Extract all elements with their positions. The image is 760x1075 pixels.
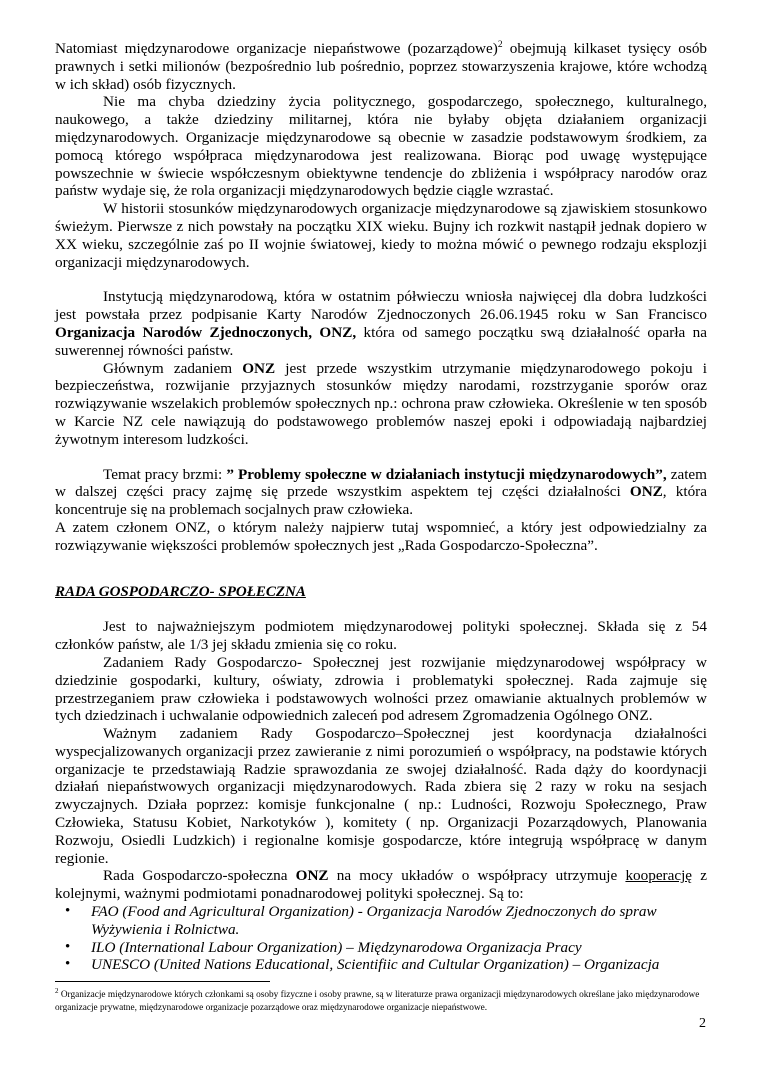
- bold-text: Organizacja Narodów Zjednoczonych, ONZ,: [55, 323, 357, 341]
- text-span: Rada Gospodarczo-społeczna: [103, 867, 296, 885]
- text-span: , która koncentruje się na problemach socjalnych praw człowieka.: [55, 483, 707, 519]
- page-number: 2: [699, 1016, 706, 1031]
- paragraph-council-tasks: Zadaniem Rady Gospodarczo- Społecznej jest rozwijanie międzynarodowej współpracy w dziedzinie gospodarki, kultury, oświaty, zdrowia i problematyki społecznej. Rada zajmuje się przestrzeganiem praw człowieka i podstawowych wolności przez omawianie aktualnych problemów w tych dziedzinach i uchwalanie odpowiednich zaleceń pod adresem Zgromadzenia Ogólnego ONZ.: [55, 653, 707, 725]
- paragraph-council-intro: A zatem członem ONZ, o którym należy najpierw tutaj wspomnieć, a który jest odpowiedzialny za rozwiązywanie większości problemów społecznych jest „Rada Gospodarczo-Społeczna”.: [55, 518, 707, 554]
- footnote-reference: 2: [497, 40, 503, 50]
- text-span: obejmują kilkaset tysięcy osób prawnych i setki milionów (bezpośrednio lub pośrednio, poprzez stowarzyszenia krajowe, które wchodzą w ich skład) osób fizycznych.: [55, 40, 708, 93]
- bold-text: ONZ: [629, 483, 663, 501]
- paragraph-history: W historii stosunków międzynarodowych organizacje międzynarodowe są zjawiskiem stosunkowo świeżym. Pierwsze z nich powstały na początku XIX wieku. Bujny ich rozkwit nastąpił jednak dopiero w XX wieku, szczególnie zaś po II wojnie światowej, kiedy to można mówić o pewnego rodzaju eksplozji organizacji międzynarodowych.: [55, 200, 707, 271]
- list-item: [55, 903, 707, 939]
- paragraph-ngo-intro: [55, 40, 707, 93]
- bold-text: ” Problemy społeczne w działaniach instytucji międzynarodowych”,: [226, 465, 667, 483]
- underlined-text: kooperację: [625, 867, 693, 885]
- bullet-icon: •: [65, 938, 71, 955]
- paragraph-council-coordination: Ważnym zadaniem Rady Gospodarczo–Społecznej jest koordynacja działalności wyspecjalizowanych organizacji przez zawieranie z nimi porozumień o współpracy, na podstawie których organizacje te przedstawiają Radzie sprawozdania ze swojej działalność. Rada dąży do koordynacji działań niepaństwowych organizacji międzynarodowych. Rada zbiera się 2 razy w roku na sesjach zwyczajnych. Działa poprzez: komisje funkcjonalne ( np.: Ludności, Rozwoju Społecznego, Praw Człowieka, Statusu Kobiet, Narkotyków ), komitety ( np. Organizacji Pozarządowych, Planowania Rozwoju, Osiedli Ludzkich) i regionalne komisje gospodarcze, które integrują współpracę w danym regionie.: [55, 725, 707, 867]
- list-item-text: FAO (Food and Agricultural Organization) - Organizacja Narodów Zjednoczonych do spraw Wyżywienia i Rolnictwa.: [91, 903, 657, 938]
- spacer: [55, 271, 707, 288]
- list-item-text: ILO (International Labour Organization) – Międzynarodowa Organizacja Pracy: [91, 938, 582, 956]
- text-span: jest przede wszystkim utrzymanie międzynarodowego pokoju i bezpieczeństwa, rozwijanie przyjaznych stosunków między narodami, rozstrzyganie sporów oraz rozwiązywanie wszelakich problemów społecznych np.: ochrona praw człowieka. Określenie w ten sposób w Karcie NZ cele nawiązują do podstawowego problemów naszej epoki i odpowiadają najbardziej żywotnym interesom ludzkości.: [55, 359, 707, 448]
- text-span: z kolejnymi, ważnymi podmiotami ponadnarodowej polityki społecznej. Są to:: [55, 867, 707, 903]
- text-span: która od samego początku swą działalność oparła na suwerennej równości państw.: [55, 323, 707, 359]
- bold-text: ONZ: [242, 359, 276, 377]
- list-item: [55, 939, 707, 957]
- list-item-text: UNESCO (United Nations Educational, Scientifiic and Cultular Organization) – Organizacja: [91, 956, 660, 974]
- body-text: [55, 40, 707, 974]
- bullet-icon: •: [65, 956, 71, 973]
- paragraph-scope: Nie ma chyba dziedziny życia politycznego, gospodarczego, społecznego, kulturalnego, naukowego, a także dziedziny militarnej, która nie byłaby objęta działaniem organizacji międzynarodowych. Organizacje międzynarodowe są obecnie w zasadzie podstawowym środkiem, za pomocą którego współpraca międzynarodowa jest realizowana. Biorąc pod uwagę występujące powszechnie w świecie współczesnym obiektywne tendencje do zbliżenia i współpracy narodów oraz państw wydaje się, że rola organizacji międzynarodowych będzie ciągle wzrastać.: [55, 93, 707, 200]
- paragraph-council-cooperation: [55, 867, 707, 903]
- paragraph-topic: [55, 466, 707, 519]
- spacer: [55, 449, 707, 466]
- footnote: [55, 989, 705, 1014]
- spacer: [55, 555, 707, 569]
- organizations-list: [55, 903, 707, 974]
- text-span: zatem w dalszej części pracy zajmę się przede wszystkim aspektem tej części działalności: [55, 465, 707, 501]
- section-heading: RADA GOSPODARCZO- SPOŁECZNA: [55, 583, 306, 600]
- spacer: [55, 601, 707, 618]
- text-span: Instytucją międzynarodową, która w ostatnim półwieczu wniosła najwięcej dla dobra ludzkości jest powstała przez podpisanie Karty Narodów Zjednoczonych 26.06.1945 roku w San Francisco: [55, 288, 707, 324]
- paragraph-un-goals: [55, 360, 707, 449]
- list-item: [55, 956, 707, 974]
- paragraph-council-members: Jest to najważniejszym podmiotem międzynarodowej polityki społecznej. Składa się z 54 członków państw, ale 1/3 jej składu zmienia się co roku.: [55, 618, 707, 654]
- bullet-icon: •: [65, 903, 71, 920]
- text-span: Głównym zadaniem: [103, 359, 243, 377]
- footnote-text: Organizacje międzynarodowe których członkami są osoby fizyczne i osoby prawne, są w literaturze prawa organizacji międzynarodowych określane jako międzynarodowe organizacje prywatne, międzynarodowe organizacje pozarządowe oraz międzynarodowe organizacje niepaństwowe.: [55, 990, 700, 1013]
- text-span: Temat pracy brzmi:: [103, 465, 227, 483]
- footnote-marker: 2: [55, 987, 59, 995]
- text-span: na mocy układów o współpracy utrzymuje: [328, 867, 626, 885]
- bold-text: ONZ: [295, 867, 329, 885]
- text-span: Natomiast międzynarodowe organizacje niepaństwowe (pozarządowe): [55, 40, 498, 57]
- footnote-divider: [55, 981, 270, 982]
- paragraph-un-founding: [55, 288, 707, 359]
